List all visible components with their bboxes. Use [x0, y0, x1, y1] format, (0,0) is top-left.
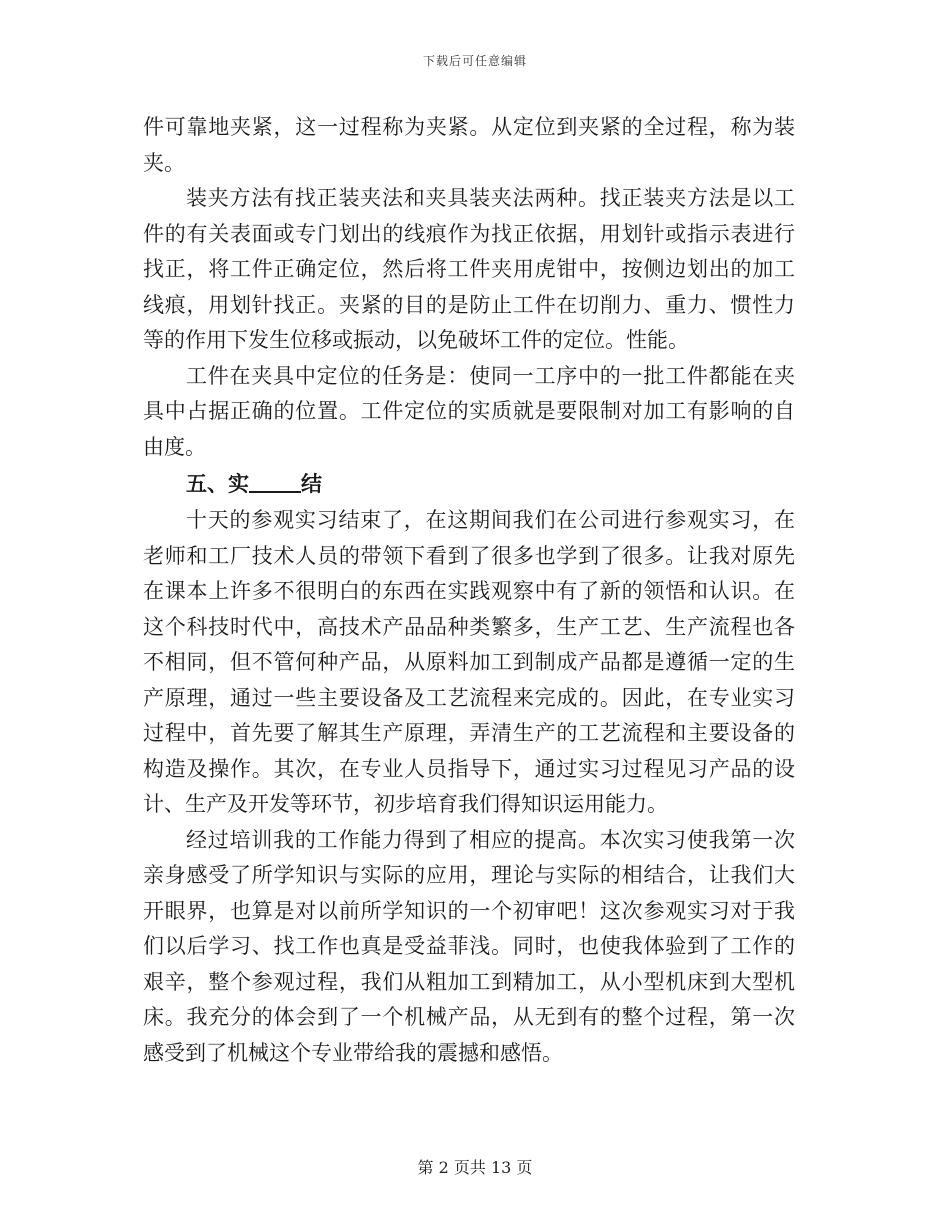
text-line: 十天的参观实习结束了，在这期间我们在公司进行参观实习，在 [186, 508, 795, 532]
text-line: 找正，将工件正确定位，然后将工件夹用虎钳中，按侧边划出的加工 [143, 257, 795, 281]
paragraph [143, 503, 795, 823]
text-line: 产原理，通过一些主要设备及工艺流程来完成的。因此，在专业实习 [143, 685, 795, 710]
text-line: 夹。 [143, 150, 185, 175]
paragraph [143, 823, 795, 1072]
section-heading [143, 465, 795, 503]
paragraph [143, 181, 795, 359]
page-header: 下载后可任意编辑 [422, 54, 527, 68]
text-line: 艰辛，整个参观过程，我们从粗加工到精加工，从小型机床到大型机 [143, 969, 795, 994]
text-line: 由度。 [143, 434, 206, 459]
text-line: 床。我充分的体会到了一个机械产品，从无到有的整个过程，第一次 [143, 1005, 795, 1029]
text-line: 过程中，首先要了解其生产原理，弄清生产的工艺流程和主要设备的 [143, 721, 795, 745]
text-line: 线痕，用划针找正。夹紧的目的是防止工件在切削力、重力、惯性力 [143, 292, 795, 317]
text-line: 们以后学习、找工作也真是受益菲浅。同时，也使我体验到了工作的 [143, 934, 795, 958]
section-heading-prefix: 五、实 [186, 471, 249, 496]
paragraph [143, 359, 795, 466]
text-line: 等的作用下发生位移或振动，以免破坏工件的定位。性能。 [143, 328, 689, 352]
text-line: 具中占据正确的位置。工件定位的实质就是要限制对加工有影响的自 [143, 399, 795, 423]
text-line: 经过培训我的工作能力得到了相应的提高。本次实习使我第一次 [186, 827, 795, 852]
document-body [143, 110, 795, 1071]
text-line: 构造及操作。其次，在专业人员指导下，通过实习过程见习产品的设 [143, 756, 795, 781]
text-line: 件可靠地夹紧，这一过程称为夹紧。从定位到夹紧的全过程，称为装 [143, 115, 795, 139]
text-line: 亲身感受了所学知识与实际的应用，理论与实际的相结合，让我们大 [143, 863, 795, 887]
text-line: 老师和工厂技术人员的带领下看到了很多也学到了很多。让我对原先 [143, 543, 795, 568]
text-line: 装夹方法有找正装夹法和夹具装夹法两种。找正装夹方法是以工 [186, 186, 795, 210]
section-heading-suffix: 结 [301, 471, 322, 496]
text-line: 计、生产及开发等环节，初步培育我们得知识运用能力。 [143, 792, 668, 816]
text-line: 工件在夹具中定位的任务是：使同一工序中的一批工件都能在夹 [186, 363, 795, 388]
text-line: 感受到了机械这个专业带给我的震撼和感悟。 [143, 1040, 563, 1065]
text-line: 件的有关表面或专门划出的线痕作为找正依据，用划针或指示表进行 [143, 221, 795, 246]
text-line: 开眼界，也算是对以前所学知识的一个初审吧！这次参观实习对于我 [143, 898, 795, 923]
paragraph [143, 110, 795, 181]
page-footer: 第 2 页共 13 页 [417, 1158, 533, 1177]
text-line: 在课本上许多不很明白的东西在实践观察中有了新的领悟和认识。在 [143, 579, 795, 603]
heading-blank-underline [249, 469, 301, 493]
text-line: 不相同，但不管何种产品，从原料加工到制成产品都是遵循一定的生 [143, 650, 795, 674]
text-line: 这个科技时代中，高技术产品品种类繁多，生产工艺、生产流程也各 [143, 614, 795, 639]
